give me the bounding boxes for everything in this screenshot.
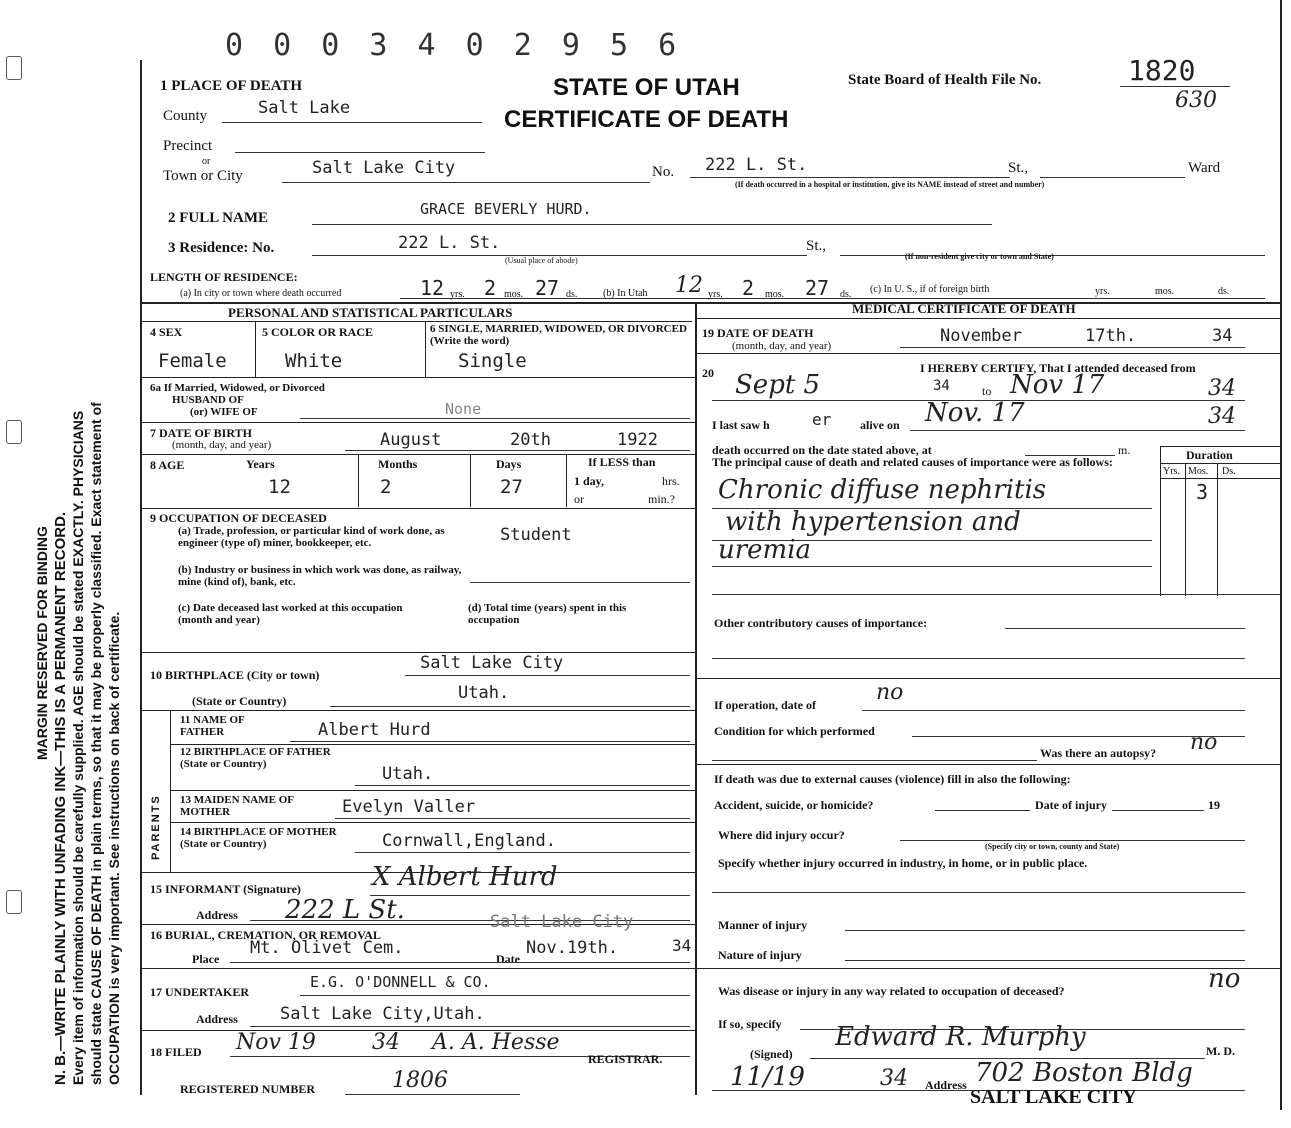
- alive-year: 34: [1208, 404, 1236, 429]
- alive-on-label: alive on: [860, 418, 900, 432]
- county-label: County: [163, 108, 208, 124]
- precinct-line: [235, 152, 485, 153]
- death-occurred-label: death occurred on the date stated above, at: [712, 443, 932, 457]
- autopsy-value: no: [1190, 730, 1218, 755]
- duration-header-line: [1160, 463, 1280, 464]
- where-injury-note: (Specify city or town, county and State): [985, 842, 1120, 851]
- county-value: Salt Lake: [258, 98, 351, 118]
- nature-injury-label: Nature of injury: [718, 948, 802, 962]
- street-no-line: [690, 177, 1010, 178]
- residence-b-label: (b) In Utah: [603, 288, 648, 299]
- file-sub-number: 630: [1175, 88, 1217, 113]
- occupation-b-line: [470, 582, 690, 583]
- dod-line: [900, 347, 1245, 348]
- condition-label: Condition for which performed: [714, 724, 875, 738]
- binding-hole: [6, 420, 22, 444]
- m-label: m.: [1118, 443, 1131, 457]
- duration-mos-label: Mos.: [1188, 466, 1209, 477]
- if-so-label: If so, specify: [718, 1017, 782, 1031]
- filed-year: 34: [372, 1030, 400, 1055]
- occupation-a-label: (a) Trade, profession, or particular kind of work done, as engineer (type of) miner, bookkeeper, etc.: [178, 525, 445, 549]
- age-months-label: Months: [378, 457, 418, 471]
- duration-top-line: [1160, 446, 1280, 447]
- father-birthplace-line: [355, 785, 690, 786]
- undertaker-address-label: Address: [196, 1012, 238, 1026]
- spouse-label-3: (or) WIFE OF: [190, 406, 258, 418]
- full-name-value: GRACE BEVERLY HURD.: [420, 200, 592, 218]
- occupation-value: Student: [500, 525, 572, 545]
- ward-line: [1040, 177, 1185, 178]
- undertaker-line: [300, 995, 690, 996]
- accident-line: [935, 810, 1030, 811]
- duration-months-value: 3: [1196, 480, 1209, 504]
- informant-signature: X Albert Hurd: [372, 862, 558, 892]
- dob-year: 1922: [617, 430, 658, 450]
- residence-b-ds-label: ds.: [840, 289, 852, 300]
- medical-section-title: MEDICAL CERTIFICATE OF DEATH: [852, 301, 1076, 316]
- dob-sub: (month, day, and year): [172, 439, 272, 451]
- mother-line: [335, 818, 690, 819]
- binding-hole: [6, 56, 22, 80]
- father-line: [290, 741, 690, 742]
- filed-registrar-signature: A. A. Hesse: [432, 1030, 560, 1055]
- or-label: or: [202, 156, 211, 167]
- registered-number: 1806: [392, 1068, 448, 1093]
- color-marital-divider: [425, 322, 426, 377]
- color-label: 5 COLOR OR RACE: [262, 325, 374, 339]
- age-days: 27: [500, 476, 523, 498]
- informant-address-label: Address: [196, 908, 238, 922]
- serial-number: 0 0 0 3 4 0 2 9 5 6: [225, 28, 683, 63]
- personal-section-title: PERSONAL AND STATISTICAL PARTICULARS: [228, 305, 513, 320]
- marital-value: Single: [458, 350, 527, 372]
- duration-yrs-label: Yrs.: [1163, 466, 1180, 477]
- md-label: M. D.: [1206, 1044, 1235, 1058]
- color-value: White: [285, 350, 343, 372]
- row-line-8: [142, 508, 695, 509]
- length-residence-label: LENGTH OF RESIDENCE:: [150, 270, 298, 284]
- burial-label: 16 BURIAL, CREMATION, OR REMOVAL: [150, 928, 381, 942]
- dob-day: 20th: [510, 430, 551, 450]
- personal-section-line: [142, 321, 692, 322]
- town-label: Town or City: [163, 168, 243, 184]
- dod-sub: (month, day, and year): [732, 340, 832, 352]
- row-line-6a: [142, 422, 695, 423]
- cause-line-2: with hypertension and: [725, 507, 1021, 537]
- birthplace-city-line: [405, 675, 690, 676]
- manner-injury-label: Manner of injury: [718, 918, 808, 932]
- mother-birthplace-line: [355, 852, 690, 853]
- sex-color-divider: [255, 322, 256, 377]
- undertaker-address: Salt Lake City,Utah.: [280, 1004, 485, 1024]
- external-causes-label: If death was due to external causes (violence) fill in also the following:: [714, 772, 1071, 786]
- physician-city-stamp: SALT LAKE CITY: [970, 1086, 1137, 1108]
- nature-injury-line: [845, 960, 1245, 961]
- row-line-6: [142, 377, 695, 378]
- father-value: Albert Hurd: [318, 720, 431, 740]
- residence-value: 222 L. St.: [398, 233, 501, 253]
- occupation-b-label: (b) Industry or business in which work was done, as railway, mine (kind of), bank, etc.: [178, 564, 462, 588]
- where-injury-label: Where did injury occur?: [718, 828, 845, 842]
- father-birthplace-value: Utah.: [382, 764, 434, 784]
- occupation-label: 9 OCCUPATION OF DECEASED: [150, 511, 327, 525]
- injury-date-line: [1112, 810, 1204, 811]
- attended-to-label: to: [982, 384, 992, 398]
- spouse-label-2: HUSBAND OF: [172, 394, 244, 406]
- residence-label: 3 Residence: No.: [168, 240, 275, 256]
- occupation-c-label: (c) Date deceased last worked at this occupation (month and year): [178, 602, 403, 626]
- alive-date: Nov. 17: [925, 398, 1025, 428]
- row-line-causes: [697, 678, 1280, 679]
- age-years: 12: [268, 476, 291, 498]
- specify-injury-line-1: [712, 892, 1245, 893]
- residence-mos-label: mos.: [504, 289, 524, 300]
- duration-left-border: [1160, 446, 1161, 596]
- margin-instruction-3: should state CAUSE OF DEATH in plain terms, so that it may be properly classified. Exact statement of: [88, 402, 104, 1085]
- file-number: 1820: [1128, 54, 1196, 87]
- nonresident-note: (If non-resident give city or town and State): [905, 252, 1054, 261]
- age-or-label: or: [574, 492, 584, 506]
- dob-month: August: [380, 430, 442, 450]
- registered-number-label: REGISTERED NUMBER: [180, 1082, 316, 1096]
- residence-a-months: 2: [484, 276, 497, 300]
- physician-address: 702 Boston Bldg: [975, 1058, 1193, 1088]
- sex-label: 4 SEX: [150, 325, 183, 339]
- spouse-value: None: [445, 400, 482, 418]
- attended-from: Sept 5: [735, 370, 821, 400]
- residence-yrs-label: yrs.: [450, 289, 465, 300]
- street-no-value: 222 L. St.: [705, 155, 808, 175]
- duration-subheader-line: [1160, 478, 1280, 479]
- filed-label: 18 FILED: [150, 1045, 202, 1059]
- physician-address-label: Address: [925, 1078, 967, 1092]
- row-line-16: [142, 968, 695, 969]
- burial-date: Nov.19th.: [526, 938, 619, 958]
- age-months: 2: [380, 476, 392, 498]
- signature-year: 34: [880, 1066, 908, 1091]
- other-causes-label: Other contributory causes of importance:: [714, 616, 928, 630]
- residence-b-yrs-label: yrs.: [708, 289, 723, 300]
- occupation-d-label: (d) Total time (years) spent in this occupation: [468, 602, 627, 626]
- row-line-13: [170, 822, 695, 823]
- attended-to-year: 34: [1208, 376, 1236, 401]
- attended-to: Nov 17: [1010, 370, 1105, 400]
- full-name-line: [312, 224, 992, 225]
- father-label: 11 NAME OF FATHER: [180, 714, 245, 738]
- cause-line-1: Chronic diffuse nephritis: [718, 475, 1047, 505]
- registered-number-line: [345, 1094, 520, 1095]
- row-line-autopsy: [697, 764, 1280, 765]
- principal-cause-label: The principal cause of death and related causes of importance were as follows:: [712, 455, 1113, 469]
- last-saw-er: er: [812, 410, 832, 429]
- duration-ds-label: Ds.: [1222, 466, 1236, 477]
- birthplace-state-label: (State or Country): [192, 694, 287, 708]
- specify-injury-label: Specify whether injury occurred in industry, in home, or in public place.: [718, 856, 1088, 870]
- dod-day: 17th.: [1085, 326, 1137, 346]
- dod-year: 34: [1212, 326, 1233, 346]
- residence-st: St.,: [806, 238, 827, 254]
- cause-line-4-rule: [712, 594, 1280, 595]
- parents-divider: [170, 710, 171, 872]
- spouse-label-1: 6a If Married, Widowed, or Divorced: [150, 382, 325, 394]
- age-years-label: Years: [246, 457, 275, 471]
- row-line-19: [697, 353, 1280, 354]
- age-days-label: Days: [496, 457, 522, 471]
- ward-label: Ward: [1188, 160, 1221, 176]
- row-20-number: 20: [702, 366, 714, 380]
- cause-line-3-rule: [712, 566, 1152, 567]
- center-divider: [695, 303, 697, 1095]
- row-line-17: [142, 1030, 695, 1031]
- section-divider: [142, 302, 1280, 304]
- father-birthplace-label: 12 BIRTHPLACE OF FATHER (State or Country): [180, 746, 331, 770]
- informant-label: 15 INFORMANT (Signature): [150, 882, 301, 896]
- filed-date: Nov 19: [236, 1030, 316, 1055]
- form-right-border: [1280, 0, 1282, 1110]
- row-line-12: [170, 790, 695, 791]
- town-line: [282, 182, 650, 183]
- dod-label: 19 DATE OF DEATH: [702, 326, 814, 340]
- duration-col-1: [1185, 463, 1186, 596]
- street-no-label: No.: [652, 164, 675, 180]
- row-line-10: [142, 710, 695, 711]
- where-injury-line: [900, 840, 1245, 841]
- margin-reserved: MARGIN RESERVED FOR BINDING: [34, 526, 50, 760]
- burial-year: 34: [672, 936, 692, 955]
- file-number-line: [1120, 86, 1230, 87]
- row-line-9: [142, 652, 695, 653]
- residence-b-mos-label: mos.: [765, 289, 785, 300]
- dob-label: 7 DATE OF BIRTH: [150, 426, 252, 440]
- age-col-1: [358, 455, 359, 507]
- occupation-related-label: Was disease or injury in any way related to occupation of deceased?: [718, 984, 1065, 998]
- burial-line: [230, 962, 690, 963]
- residence-b-years: 12: [675, 273, 703, 298]
- residence-ds-label: ds.: [566, 289, 578, 300]
- undertaker-value: E.G. O'DONNELL & CO.: [310, 973, 491, 991]
- row-line-injury: [697, 968, 1280, 969]
- alive-line: [910, 430, 1245, 431]
- birthplace-label: 10 BIRTHPLACE (City or town): [150, 668, 320, 682]
- birthplace-city: Salt Lake City: [420, 653, 564, 673]
- precinct-label: Precinct: [163, 138, 213, 154]
- occupation-related-value: no: [1208, 964, 1241, 994]
- residence-c-mos: mos.: [1155, 286, 1175, 297]
- medical-section-line: [697, 318, 1280, 319]
- age-less-label: If LESS than: [588, 455, 656, 469]
- other-causes-line-1: [1005, 628, 1245, 629]
- dob-line: [345, 450, 690, 451]
- operation-value: no: [876, 680, 904, 705]
- residence-c-ds: ds.: [1218, 286, 1230, 297]
- certificate-title: CERTIFICATE OF DEATH: [504, 106, 789, 133]
- injury-date-label: Date of injury: [1035, 798, 1107, 812]
- burial-date-label: Date: [496, 952, 520, 966]
- spouse-line: [300, 418, 690, 419]
- informant-address: 222 L St.: [285, 895, 405, 925]
- age-hrs-label: hrs.: [662, 474, 680, 488]
- county-line: [222, 122, 482, 123]
- registrar-label: REGISTRAR.: [588, 1052, 663, 1066]
- birthplace-state-line: [330, 706, 690, 707]
- certify-text: I HEREBY CERTIFY, That I attended deceased from: [920, 361, 1196, 375]
- informant-line: [370, 895, 690, 896]
- margin-instruction-2: Every item of information should be carefully supplied. AGE should be stated EXACTLY. PHYSICIANS: [70, 410, 86, 1085]
- physician-signature: Edward R. Murphy: [835, 1022, 1086, 1052]
- birthplace-state: Utah.: [458, 683, 510, 703]
- autopsy-line: [712, 760, 1037, 761]
- mother-birthplace-label: 14 BIRTHPLACE OF MOTHER (State or Country): [180, 826, 337, 850]
- mother-birthplace-value: Cornwall,England.: [382, 831, 556, 851]
- operation-line: [862, 710, 1245, 711]
- dod-month: November: [940, 326, 1022, 346]
- row-line-11: [170, 744, 695, 745]
- marital-label: 6 SINGLE, MARRIED, WIDOWED, OR DIVORCED (Write the word): [430, 323, 687, 347]
- undertaker-address-line: [250, 1026, 690, 1027]
- form-left-border: [140, 60, 142, 1095]
- mother-label: 13 MAIDEN NAME OF MOTHER: [180, 794, 294, 818]
- burial-place: Mt. Olivet Cem.: [250, 938, 404, 958]
- hospital-note: (If death occurred in a hospital or institution, give its NAME instead of street and number): [735, 180, 1045, 189]
- age-day-label: 1 day,: [574, 474, 605, 488]
- margin-instruction-4: OCCUPATION is very important. See instructions on back of certificate.: [106, 611, 122, 1085]
- town-value: Salt Lake City: [312, 158, 456, 178]
- autopsy-label: Was there an autopsy?: [1040, 746, 1157, 760]
- age-col-3: [566, 455, 567, 507]
- accident-label: Accident, suicide, or homicide?: [714, 798, 874, 812]
- usual-abode-note: (Usual place of abode): [505, 256, 578, 265]
- burial-city: Salt Lake City: [490, 912, 634, 932]
- age-min-label: min.?: [648, 492, 675, 506]
- file-label: State Board of Health File No.: [848, 72, 1042, 88]
- duration-label: Duration: [1186, 448, 1233, 462]
- signed-label: (Signed): [750, 1047, 793, 1061]
- manner-injury-line: [845, 930, 1245, 931]
- binding-hole: [6, 890, 22, 914]
- place-label: 1 PLACE OF DEATH: [160, 78, 303, 94]
- residence-c-yrs: yrs.: [1095, 286, 1110, 297]
- full-name-label: 2 FULL NAME: [168, 210, 269, 226]
- state-title: STATE OF UTAH: [553, 74, 740, 101]
- residence-b-months: 2: [742, 276, 755, 300]
- age-col-2: [470, 455, 471, 507]
- margin-instruction-1: N. B.—WRITE PLAINLY WITH UNFADING INK—THIS IS A PERMANENT RECORD.: [52, 511, 69, 1085]
- duration-col-2: [1217, 463, 1218, 596]
- residence-b-days: 27: [805, 276, 830, 300]
- cause-line-3: uremia: [718, 535, 812, 565]
- last-saw-label: I last saw h: [712, 418, 770, 432]
- age-label: 8 AGE: [150, 458, 185, 472]
- burial-place-label: Place: [192, 952, 220, 966]
- injury-year-label: 19: [1208, 798, 1220, 812]
- residence-length-line: [400, 298, 1265, 299]
- residence-a-days: 27: [535, 276, 560, 300]
- residence-a-years: 12: [420, 276, 445, 300]
- attended-from-year: 34: [933, 378, 950, 394]
- mother-value: Evelyn Valler: [342, 797, 476, 817]
- signature-date: 11/19: [730, 1062, 805, 1092]
- st-label: St.,: [1008, 160, 1029, 176]
- residence-c-label: (c) In U. S., if of foreign birth: [870, 284, 990, 295]
- sex-value: Female: [158, 350, 227, 372]
- other-causes-line-2: [712, 658, 1245, 659]
- parents-label: PARENTS: [150, 794, 162, 860]
- undertaker-label: 17 UNDERTAKER: [150, 985, 250, 999]
- operation-label: If operation, date of: [714, 698, 816, 712]
- residence-a-label: (a) In city or town where death occurred: [180, 288, 342, 299]
